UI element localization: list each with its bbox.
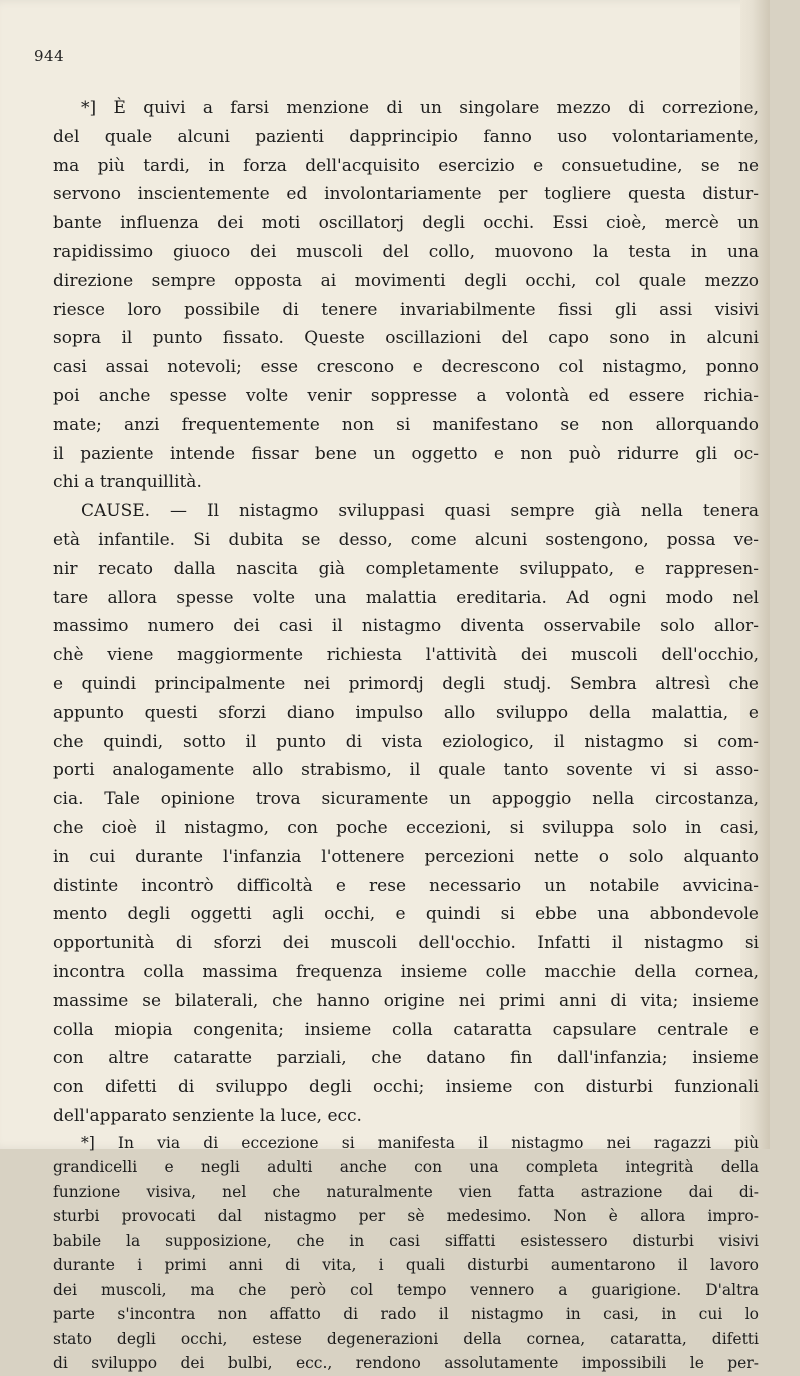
text-line: e quindi principalmente nei primordj degli studj. Sembra altresì che — [53, 673, 759, 694]
text-line: dell'apparato senziente la luce, ecc. — [53, 1105, 362, 1126]
text-line: che quindi, sotto il punto di vista eziologico, il nistagmo si com- — [53, 731, 759, 752]
text-line: direzione sempre opposta ai movimenti degli occhi, col quale mezzo — [53, 270, 759, 291]
text-line: ma più tardi, in forza dell'acquisito esercizio e consuetudine, se ne — [53, 155, 759, 176]
text-line: chè viene maggiormente richiesta l'attività dei muscoli dell'occhio, — [53, 645, 759, 666]
footnote-line: stato degli occhi, estese degenerazioni della cornea, cataratta, difetti — [53, 1329, 759, 1348]
footnote-line: dei muscoli, ma che però col tempo vennero a guarigione. D'altra — [53, 1280, 759, 1299]
text-line: massime se bilaterali, che hanno origine nei primi anni di vita; insieme — [53, 990, 759, 1011]
text-line: il paziente intende fissar bene un oggetto e non può ridurre gli oc- — [53, 443, 759, 464]
text-line: bante influenza dei moti oscillatorj degli occhi. Essi cioè, mercè un — [53, 213, 759, 234]
text-line: *] È quivi a farsi menzione di un singolare mezzo di correzione, — [81, 98, 759, 118]
text-line: tare allora spesse volte una malattia ereditaria. Ad ogni modo nel — [53, 587, 759, 608]
text-line: con difetti di sviluppo degli occhi; insieme con disturbi funzionali — [53, 1077, 759, 1098]
footnote-line: durante i primi anni di vita, i quali disturbi aumentarono il lavoro — [53, 1256, 759, 1275]
footnote-line: funzione visiva, nel che naturalmente vien fatta astrazione dai di- — [53, 1182, 759, 1201]
text-line: rapidissimo giuoco dei muscoli del collo, muovono la testa in una — [53, 241, 759, 262]
text-line: mento degli oggetti agli occhi, e quindi si ebbe una abbondevole — [53, 904, 759, 925]
text-line: colla miopia congenita; insieme colla cataratta capsulare centrale e — [53, 1019, 759, 1040]
text-line: età infantile. Si dubita se desso, come alcuni sostengono, possa ve- — [53, 529, 759, 550]
text-line: casi assai notevoli; esse crescono e decrescono col nistagmo, ponno — [53, 357, 759, 378]
text-line: porti analogamente allo strabismo, il quale tanto sovente vi si asso- — [53, 760, 759, 781]
footnote-line: grandicelli e negli adulti anche con una completa integrità della — [53, 1158, 759, 1177]
footnote-line: sturbi provocati dal nistagmo per sè medesimo. Non è allora impro- — [53, 1207, 759, 1226]
main-text — [53, 94, 759, 1376]
text-line: del quale alcuni pazienti dapprincipio fanno uso volontariamente, — [53, 126, 759, 147]
text-line: distinte incontrò difficoltà e rese necessario un notabile avvicina- — [53, 875, 759, 896]
page-number: 944 — [34, 47, 65, 65]
text-line: con altre cataratte parziali, che datano fin dall'infanzia; insieme — [53, 1048, 759, 1069]
text-line: CAUSE. — Il nistagmo sviluppasi quasi sempre già nella tenera — [81, 501, 759, 522]
text-line: che cioè il nistagmo, con poche eccezioni, si sviluppa solo in casi, — [53, 817, 759, 838]
text-line: massimo numero dei casi il nistagmo diventa osservabile solo allor- — [53, 616, 759, 637]
text-line: poi anche spesse volte venir soppresse a volontà ed essere richia- — [53, 385, 759, 406]
text-line: incontra colla massima frequenza insieme colle macchie della cornea, — [53, 961, 759, 982]
footnote — [53, 1131, 759, 1376]
text-line: sopra il punto fissato. Queste oscillazioni del capo sono in alcuni — [53, 328, 759, 349]
text-line: nir recato dalla nascita già completamente sviluppato, e rappresen- — [53, 558, 759, 579]
text-line: servono inscientemente ed involontariamente per togliere questa distur- — [53, 184, 759, 205]
text-line: mate; anzi frequentemente non si manifestano se non allorquando — [53, 414, 759, 435]
text-line: in cui durante l'infanzia l'ottenere percezioni nette o solo alquanto — [53, 846, 759, 867]
footnote-line: di sviluppo dei bulbi, ecc., rendono assolutamente impossibili le per- — [53, 1354, 759, 1373]
text-line: appunto questi sforzi diano impulso allo sviluppo della malattia, e — [53, 702, 759, 723]
footnote-line: *] In via di eccezione si manifesta il nistagmo nei ragazzi più — [81, 1133, 759, 1152]
body-paragraphs — [53, 94, 759, 1131]
footnote-line: parte s'incontra non affatto di rado il nistagmo in casi, in cui lo — [53, 1305, 759, 1324]
text-line: riesce loro possibile di tenere invariabilmente fissi gli assi visivi — [53, 299, 759, 320]
text-line: cia. Tale opinione trova sicuramente un appoggio nella circostanza, — [53, 789, 759, 810]
text-line: opportunità di sforzi dei muscoli dell'occhio. Infatti il nistagmo si — [53, 933, 759, 954]
footnote-line: babile la supposizione, che in casi siffatti esistessero disturbi visivi — [53, 1231, 759, 1250]
text-line: chi a tranquillità. — [53, 472, 202, 493]
